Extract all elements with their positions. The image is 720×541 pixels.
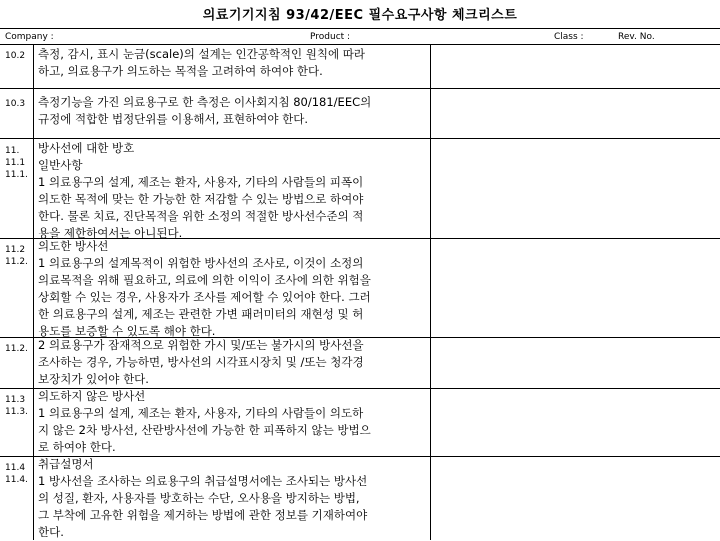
text-line: 의료목적을 위해 필요하고, 의료에 의한 이익이 조사에 의한 위험을 (38, 273, 371, 287)
section-number (5, 50, 25, 62)
section-line: 11.1. (5, 170, 28, 180)
text-line: 2 의료용구가 잠재적으로 위험한 가시 및/또는 불가시의 방사선을 (38, 338, 364, 352)
text-line: 상회할 수 있는 경우, 사용자가 조사를 제어할 수 있어야 한다. 그러 (38, 290, 371, 304)
text-line: 지 않은 2차 방사선, 산란방사선에 가능한 한 피폭하지 않는 방법으 (38, 423, 371, 437)
section-column-divider (33, 44, 34, 540)
text-line: 보장치가 있어야 한다. (38, 372, 149, 386)
page-title: 의료기기지침 93/42/EEC 필수요구사항 체크리스트 (202, 8, 518, 23)
section-line: 11.4 (5, 463, 26, 473)
text-line: 한다. 물론 치료, 진단목적을 위한 소정의 적절한 방사선수준의 적 (38, 209, 364, 223)
text-line: 용도를 보증할 수 있도록 해야 한다. (38, 324, 216, 338)
text-line: 조사하는 경우, 가능하면, 방사선의 시각표시장치 및 /또는 청각경 (38, 355, 364, 369)
section-line: 11.1 (5, 158, 26, 168)
text-line: 용을 제한하여서는 아니된다. (38, 226, 183, 240)
section-line: 11.2 (5, 245, 26, 255)
section-number (5, 145, 28, 181)
text-line: 로 하여야 한다. (38, 440, 116, 454)
text-line: 취급설명서 (38, 457, 94, 471)
requirement-text (38, 94, 426, 128)
class-label: Class : (554, 32, 584, 42)
text-line: 1 의료용구의 설계, 제조는 환자, 사용자, 기타의 사람들이 의도하 (38, 406, 364, 420)
requirement-text (38, 46, 426, 80)
content-column-divider (430, 44, 431, 540)
requirement-text (38, 388, 426, 456)
text-line: 측정기능을 가진 의료용구로 한 측정은 이사회지침 80/181/EEC의 (38, 95, 372, 109)
requirement-text (38, 238, 426, 340)
text-line: 방사선에 대한 방호 (38, 141, 135, 155)
section-line: 11.3. (5, 407, 28, 417)
text-line: 규정에 적합한 법정단위를 이용해서, 표현하여야 한다. (38, 112, 308, 126)
text-line: 측정, 감시, 표시 눈금(scale)의 설계는 인간공학적인 원칙에 따라 (38, 47, 366, 61)
text-line: 한 의료용구의 설계, 제조는 관련한 가변 패러미터의 재현성 및 허 (38, 307, 364, 321)
requirement-text (38, 140, 426, 242)
section-line: 11. (5, 146, 20, 156)
table-top-border (0, 28, 720, 29)
row-divider (0, 88, 720, 89)
requirement-text (38, 337, 426, 388)
section-number (5, 98, 25, 110)
section-line: 11.4. (5, 475, 28, 485)
section-line: 11.3 (5, 395, 26, 405)
text-line: 한다. (38, 525, 64, 539)
section-number (5, 462, 28, 486)
section-line: 10.3 (5, 99, 26, 109)
text-line: 의도한 방사선 (38, 239, 109, 253)
text-line: 의 성질, 환자, 사용자를 방호하는 수단, 오사용을 방지하는 방법, (38, 491, 360, 505)
text-line: 1 의료용구의 설계목적이 위험한 방사선의 조사로, 이것이 소정의 (38, 256, 364, 270)
text-line: 하고, 의료용구가 의도하는 목적을 고려하여 하여야 한다. (38, 64, 323, 78)
section-line: 10.2 (5, 51, 26, 61)
header-bottom-border (0, 44, 720, 45)
product-label: Product : (310, 32, 351, 42)
section-line: 11.2. (5, 344, 28, 354)
requirement-text (38, 456, 426, 541)
text-line: 일반사항 (38, 158, 83, 172)
section-number (5, 343, 28, 355)
company-label: Company : (5, 32, 54, 42)
section-number (5, 244, 28, 268)
text-line: 1 방사선을 조사하는 의료용구의 취급설명서에는 조사되는 방사선 (38, 474, 368, 488)
text-line: 1 의료용구의 설계, 제조는 환자, 사용자, 기타의 사람들의 피폭이 (38, 175, 364, 189)
row-divider (0, 138, 720, 139)
text-line: 의도하지 않은 방사선 (38, 389, 146, 403)
rev-no-label: Rev. No. (618, 32, 655, 42)
text-line: 의도한 목적에 맞는 한 가능한 한 저감할 수 있는 방법으로 하여야 (38, 192, 364, 206)
text-line: 그 부착에 고유한 위험을 제거하는 방법에 관한 정보를 기재하여야 (38, 508, 368, 522)
section-number (5, 394, 28, 418)
section-line: 11.2. (5, 257, 28, 267)
